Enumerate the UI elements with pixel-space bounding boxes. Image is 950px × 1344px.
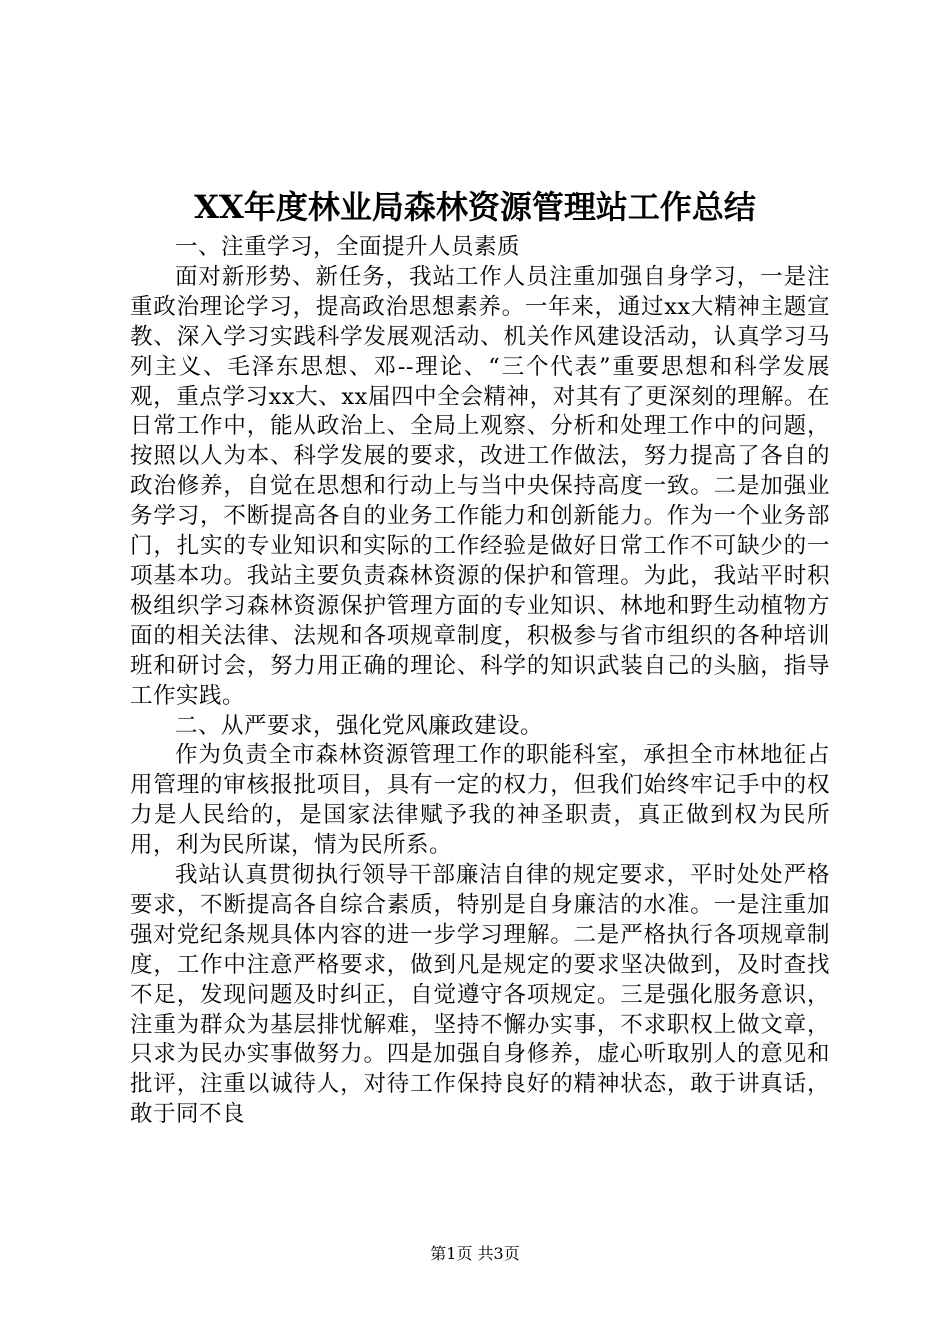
section-heading-1: 一、注重学习，全面提升人员素质	[175, 234, 521, 260]
document-title: XX年度林业局森林资源管理站工作总结	[194, 188, 756, 226]
body-paragraph-2: 作为负责全市森林资源管理工作的职能科室，承担全市林地征占用管理的审核报批项目，具有一定的权力，但我们始终牢记手中的权力是人民给的，是国家法律赋予我的神圣职责，真正做到权为民所用，利为民所谋，情为民所系。	[130, 742, 830, 859]
body-paragraph-1: 面对新形势、新任务，我站工作人员注重加强自身学习，一是注重政治理论学习，提高政治思想素养。一年来，通过xx大精神主题宣教、深入学习实践科学发展观活动、机关作风建设活动，认真学习马列主义、毛泽东思想、邓--理论、“三个代表”重要思想和科学发展观，重点学习xx大、xx届四中全会精神，对其有了更深刻的理解。在日常工作中，能从政治上、全局上观察、分析和处理工作中的问题，按照以人为本、科学发展的要求，改进工作做法，努力提高了各自的政治修养，自觉在思想和行动上与当中央保持高度一致。二是加强业务学习，不断提高各自的业务工作能力和创新能力。作为一个业务部门，扎实的专业知识和实际的工作经验是做好日常工作不可缺少的一项基本功。我站主要负责森林资源的保护和管理。为此，我站平时积极组织学习森林资源保护管理方面的专业知识、林地和野生动植物方面的相关法律、法规和各项规章制度，积极参与省市组织的各种培训班和研讨会，努力用正确的理论、科学的知识武装自己的头脑，指导工作实践。	[130, 263, 830, 709]
body-paragraph-3: 我站认真贯彻执行领导干部廉洁自律的规定要求，平时处处严格要求，不断提高各自综合素质，特别是自身廉洁的水准。一是注重加强对党纪条规具体内容的进一步学习理解。二是严格执行各项规章制度，工作中注意严格要求，做到凡是规定的要求坚决做到，及时查找不足，发现问题及时纠正，自觉遵守各项规定。三是强化服务意识，注重为群众为基层排忧解难，坚持不懈办实事，不求职权上做文章，只求为民办实事做努力。四是加强自身修养，虚心听取别人的意见和批评，注重以诚待人，对待工作保持良好的精神状态，敢于讲真话，敢于同不良	[130, 862, 830, 1128]
section-heading-2: 二、从严要求，强化党风廉政建设。	[175, 712, 544, 739]
document-body	[130, 233, 830, 1130]
page-footer: 第1页 共3页	[430, 1244, 520, 1263]
